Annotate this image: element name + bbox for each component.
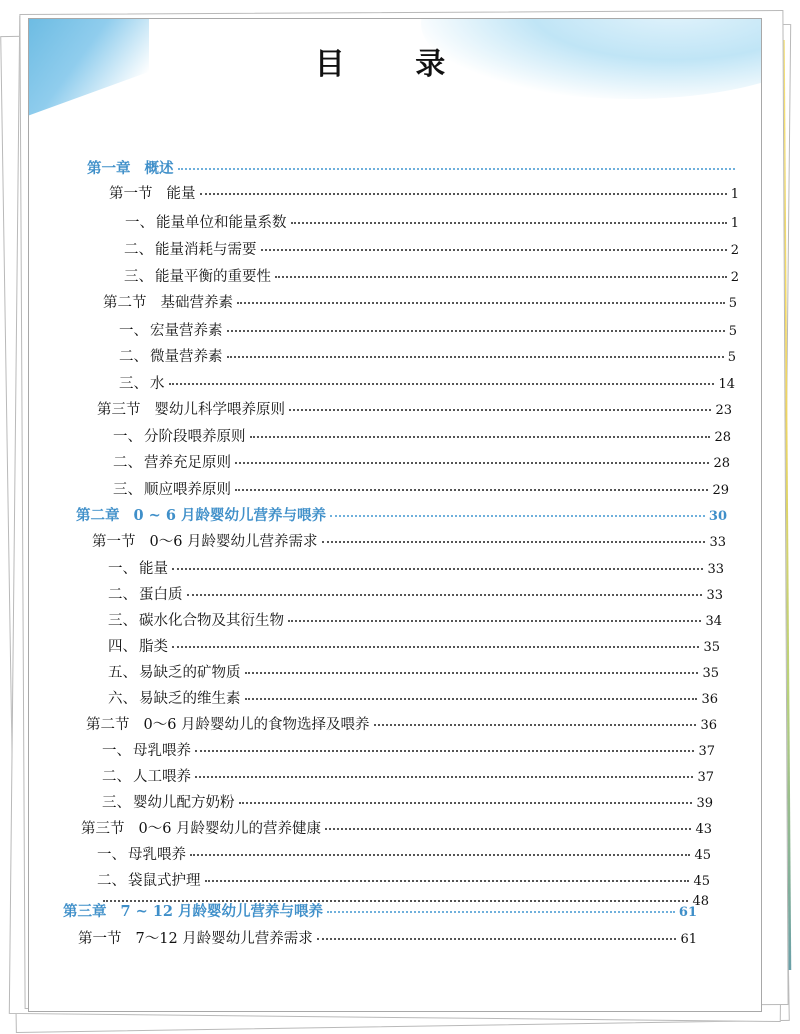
toc-entry-title: 婴幼儿配方奶粉 xyxy=(133,795,235,811)
toc-page-number: 39 xyxy=(696,796,713,811)
toc-page-number: 37 xyxy=(697,770,714,785)
toc-entry-title: 蛋白质 xyxy=(139,587,183,603)
toc-page xyxy=(28,18,762,1012)
toc-item-row xyxy=(108,583,723,604)
toc-page-number: 5 xyxy=(728,324,737,339)
toc-entry-number: 三、 xyxy=(124,269,153,285)
toc-dot-leader xyxy=(322,541,706,543)
toc-entry-title: 水 xyxy=(150,376,165,392)
toc-page-number: 30 xyxy=(708,509,727,524)
toc-entry-title: 7 ~ 12 月龄婴幼儿营养与喂养 xyxy=(120,903,324,920)
toc-section-row xyxy=(92,530,726,551)
toc-page-number: 2 xyxy=(730,270,739,285)
toc-page-number: 33 xyxy=(706,588,723,603)
toc-entry-title: 宏量营养素 xyxy=(150,323,223,339)
toc-page-number: 28 xyxy=(714,430,731,445)
toc-page-number: 61 xyxy=(680,932,697,947)
toc-entry-title: 人工喂养 xyxy=(133,769,191,785)
toc-section-row xyxy=(81,817,712,838)
toc-entry-title: 能量 xyxy=(166,186,196,202)
toc-item-row xyxy=(102,739,715,760)
toc-entry-number: 二、 xyxy=(124,242,153,258)
toc-entry-number: 三、 xyxy=(119,376,148,392)
toc-page-number: 48 xyxy=(692,894,709,909)
toc-dot-leader xyxy=(250,436,711,438)
toc-page-number: 2 xyxy=(730,243,739,258)
toc-item-row xyxy=(124,265,739,286)
toc-dot-leader xyxy=(245,672,699,674)
toc-dot-leader xyxy=(195,750,694,752)
toc-entry-number: 二、 xyxy=(102,769,131,785)
toc-entry-number: 二、 xyxy=(97,873,126,889)
toc-item-row xyxy=(119,319,737,340)
toc-page-number: 14 xyxy=(718,377,735,392)
toc-page-number: 35 xyxy=(703,640,720,655)
toc-entry-title: 0 ~ 6 月龄婴幼儿营养与喂养 xyxy=(133,507,326,524)
toc-entry-title: 易缺乏的矿物质 xyxy=(139,665,241,681)
toc-entry-title: 7～12 月龄婴幼儿营养需求 xyxy=(135,931,313,947)
toc-entry-number: 四、 xyxy=(108,639,137,655)
toc-item-row xyxy=(125,211,739,232)
toc-entry-number: 二、 xyxy=(108,587,137,603)
toc-section-row xyxy=(86,713,717,734)
toc-entry-number: 五、 xyxy=(108,665,137,681)
toc-dot-leader xyxy=(187,594,703,596)
toc-dot-leader xyxy=(227,330,725,332)
toc-entry-title: 能量单位和能量系数 xyxy=(156,215,287,231)
toc-entry-number: 第一节 xyxy=(78,931,122,947)
toc-dot-leader xyxy=(374,724,697,726)
toc-entry-number: 第二节 xyxy=(86,717,130,733)
toc-page-number: 1 xyxy=(730,216,739,231)
toc-entry-number: 第三章 xyxy=(63,903,107,920)
toc-entry-title: 营养充足原则 xyxy=(144,455,231,471)
toc-entry-title: 袋鼠式护理 xyxy=(128,873,201,889)
toc-dot-leader xyxy=(235,489,708,491)
toc-entry-title: 母乳喂养 xyxy=(128,847,186,863)
toc-section-row xyxy=(97,398,732,419)
toc-section-row xyxy=(109,182,739,203)
toc-entry-title: 能量平衡的重要性 xyxy=(155,269,271,285)
toc-item-row xyxy=(108,557,724,578)
toc-dot-leader xyxy=(172,646,699,648)
toc-item-row xyxy=(108,661,719,682)
toc-entry-title: 易缺乏的维生素 xyxy=(139,691,241,707)
toc-item-row xyxy=(113,478,729,499)
toc-entry-number: 第二章 xyxy=(76,507,120,524)
toc-dot-leader xyxy=(227,356,724,358)
toc-entry-title: 脂类 xyxy=(139,639,168,655)
toc-item-row xyxy=(97,869,710,890)
toc-entry-title: 碳水化合物及其衍生物 xyxy=(139,613,284,629)
toc-item-row xyxy=(119,345,736,366)
toc-entry-title: 顺应喂养原则 xyxy=(144,482,231,498)
toc-entry-number: 第二节 xyxy=(103,295,147,311)
toc-entry-number: 第一章 xyxy=(87,160,131,177)
toc-dot-leader xyxy=(330,515,705,517)
toc-page-number: 29 xyxy=(712,483,729,498)
toc-dot-leader xyxy=(291,222,727,224)
toc-entry-number: 第一节 xyxy=(109,186,153,202)
toc-dot-leader xyxy=(235,462,709,464)
toc-entry-number: 一、 xyxy=(102,743,131,759)
toc-entry-title: 0～6 月龄婴幼儿的营养健康 xyxy=(138,821,322,837)
toc-item-row xyxy=(108,687,718,708)
toc-dot-leader xyxy=(289,409,711,411)
toc-dot-leader xyxy=(261,249,727,251)
toc-entry-number: 一、 xyxy=(108,561,137,577)
toc-entry-number: 第三节 xyxy=(97,402,141,418)
toc-dot-leader xyxy=(172,568,703,570)
toc-entry-number: 三、 xyxy=(108,613,137,629)
toc-page-number: 43 xyxy=(695,822,712,837)
toc-page-number: 23 xyxy=(715,403,732,418)
toc-dot-leader xyxy=(288,620,701,622)
toc-entry-number: 一、 xyxy=(119,323,148,339)
toc-entry-title: 0～6 月龄婴幼儿的食物选择及喂养 xyxy=(143,717,370,733)
toc-item-row xyxy=(102,791,713,812)
toc-page-number: 37 xyxy=(698,744,715,759)
toc-dot-leader xyxy=(327,911,675,913)
toc-item-row xyxy=(108,635,720,656)
toc-item-row xyxy=(108,609,722,630)
toc-page-number: 33 xyxy=(707,562,724,577)
toc-page-number: 5 xyxy=(728,296,737,311)
toc-dot-leader xyxy=(239,802,693,804)
toc-entry-number: 三、 xyxy=(113,482,142,498)
toc-item-row xyxy=(113,451,730,472)
toc-page-number: 45 xyxy=(694,848,711,863)
toc-entry-number: 三、 xyxy=(102,795,131,811)
toc-entry-number: 第三节 xyxy=(81,821,125,837)
toc-entry-title: 0～6 月龄婴幼儿营养需求 xyxy=(149,534,318,550)
toc-dot-leader xyxy=(325,828,691,830)
toc-dot-leader xyxy=(178,168,736,170)
toc-entry-title: 概述 xyxy=(144,160,174,177)
toc-dot-leader xyxy=(169,383,715,385)
toc-chapter-row xyxy=(87,157,739,178)
toc-entry-title: 基础营养素 xyxy=(160,295,233,311)
toc-page-number: 36 xyxy=(701,692,718,707)
toc-page-number: 34 xyxy=(705,614,722,629)
toc-item-row xyxy=(119,372,735,393)
toc-item-row xyxy=(102,765,714,786)
toc-entry-number: 第一节 xyxy=(92,534,136,550)
toc-item-row xyxy=(124,238,739,259)
toc-page-number: 5 xyxy=(727,350,736,365)
toc-entry-number: 一、 xyxy=(97,847,126,863)
toc-page-number: 28 xyxy=(713,456,730,471)
toc-entry-number: 一、 xyxy=(113,429,142,445)
toc-item-row xyxy=(97,843,711,864)
toc-entry-title: 婴幼儿科学喂养原则 xyxy=(154,402,285,418)
toc-entry-number: 六、 xyxy=(108,691,137,707)
toc-entry-title: 能量 xyxy=(139,561,168,577)
toc-entry-number: 二、 xyxy=(119,349,148,365)
toc-entry-title: 分阶段喂养原则 xyxy=(144,429,246,445)
toc-chapter-row xyxy=(76,504,727,525)
toc-page-number: 45 xyxy=(693,874,710,889)
toc-dot-leader xyxy=(205,880,690,882)
toc-entry-title: 能量消耗与需要 xyxy=(155,242,257,258)
toc-dot-leader xyxy=(245,698,698,700)
toc-item-row xyxy=(113,425,731,446)
toc-page-number: 35 xyxy=(702,666,719,681)
toc-section-row xyxy=(103,291,737,312)
toc-entry-title: 母乳喂养 xyxy=(133,743,191,759)
toc-page-number: 61 xyxy=(678,905,697,920)
toc-page-number: 1 xyxy=(730,187,739,202)
toc-dot-leader xyxy=(190,854,690,856)
toc-dot-leader xyxy=(237,302,725,304)
toc-page-number: 33 xyxy=(709,535,726,550)
toc-dot-leader xyxy=(195,776,693,778)
page-title: 目 录 xyxy=(314,47,476,82)
toc-entry-number: 一、 xyxy=(125,215,154,231)
toc-entry-title: 微量营养素 xyxy=(150,349,223,365)
toc-entry-number: 二、 xyxy=(113,455,142,471)
toc-dot-leader xyxy=(317,938,677,940)
toc-dot-leader xyxy=(200,193,727,195)
toc-chapter-row xyxy=(63,900,697,921)
toc-page-number: 36 xyxy=(700,718,717,733)
toc-section-row xyxy=(78,927,697,948)
toc-dot-leader xyxy=(275,276,727,278)
